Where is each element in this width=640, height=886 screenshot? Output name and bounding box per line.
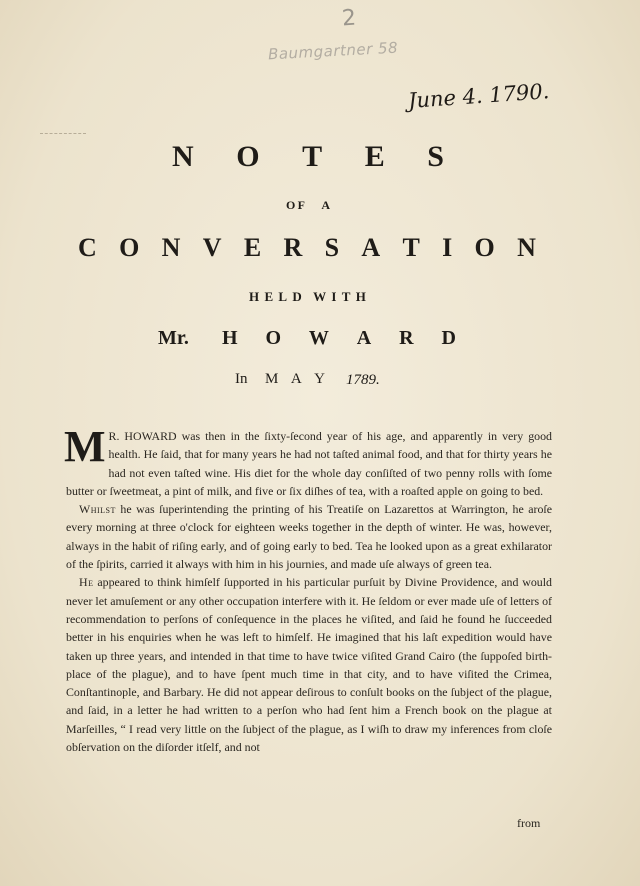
title-conversation: [78, 233, 536, 263]
title-letter: H: [222, 327, 238, 349]
title-letter: A: [356, 327, 372, 349]
title-letter: L: [278, 289, 288, 304]
paragraph-lead: R. HOWARD: [108, 429, 177, 443]
title-letter: F: [297, 198, 305, 212]
title-letter: D: [292, 289, 302, 304]
title-letter: M: [265, 371, 279, 387]
title-letter: I: [442, 233, 453, 262]
title-letter: T: [302, 140, 323, 173]
title-letter: T: [341, 289, 351, 304]
title-letter: O: [265, 327, 282, 349]
paragraph-text: was then in the ſixty-ſecond year of his age, and apparently in very good health. He ſaid, that for many years he had not taſted animal food, and that for thirty years he had not even taſted wine. His diet for the whole day conſiſted of two penny rolls with ſome butter or ſweetmeat, a pint of milk, and five or ſix diſhes of tea, with a roaſted apple on going to bed.: [66, 429, 552, 498]
title-letter: S: [324, 233, 340, 262]
title-of-a: [286, 198, 330, 213]
title-letter: N: [161, 233, 181, 262]
margin-mark: [40, 133, 86, 134]
title-year: 1789.: [346, 372, 380, 388]
pencil-page-number: 2: [341, 5, 357, 32]
title-notes: [172, 140, 444, 174]
title-letter: E: [364, 140, 385, 173]
title-letter: W: [313, 289, 327, 304]
title-mr: Mr.: [158, 327, 189, 349]
title-letter: Y: [314, 371, 325, 387]
title-letter: A: [290, 371, 302, 387]
paragraph-lead: Whilst: [79, 502, 116, 517]
title-letter: H: [249, 289, 260, 304]
paragraph-text: he was ſuperintending the printing of his Treatiſe on Lazarettos at Warrington, he aroſe every morning at three o'clock for eighteen weeks together in the depth of winter. He was, however, always in the habit of riſing early, and of going early to bed. Tea he looked upon as a great exhilarator of the ſpirits, carried it always with him in his journies, and made uſe always of green tea.: [66, 502, 552, 572]
paragraph-text: appeared to think himſelf ſupported in his particular purſuit by Divine Providence, and would never let amuſement or any other occupation interfere with it. He ſeldom or ever made uſe of letters of recommendation to perſons of conſequence in the places he viſited, and ſaid he found he ſucceeded better in his enquiries when he was left to himſelf. He imagined that his laſt expedition would have taken up three years, and intended in that time to have twice viſited Grand Cairo (the ſuppoſed birth-place of the plague), and to have ſpent much time in that city, and to have viſited the Crimea, Conſtantinople, and Barbary. He did not appear deſirous to conſult books on the ſubject of the plague, and ſaid, in a letter he had written to a perſon who had ſent him a French book on the plague at Marſeilles, “ I read very little on the ſubject of the plague, as I wiſh to draw my inferences from cloſe obſervation on the diſorder itſelf, and not: [66, 575, 552, 755]
title-held-with: [249, 289, 366, 305]
title-howard: [222, 327, 456, 350]
title-letter: W: [308, 327, 329, 349]
drop-cap: M: [64, 422, 106, 471]
title-letter: A: [321, 198, 330, 212]
title-letter: H: [355, 289, 366, 304]
title-may: [265, 371, 325, 388]
title-letter: O: [119, 233, 140, 262]
title-letter: S: [427, 140, 444, 173]
title-letter: E: [264, 289, 274, 304]
catchword: from: [517, 816, 541, 830]
handwritten-date: June 4. 1790.: [407, 79, 551, 113]
title-letter: R: [283, 233, 303, 262]
paragraph-lead: He: [79, 575, 94, 590]
title-letter: E: [243, 233, 262, 262]
body-text: [64, 422, 552, 756]
title-letter: N: [172, 140, 194, 173]
title-letter: O: [474, 233, 495, 262]
title-letter: D: [441, 327, 456, 349]
paragraph: [66, 500, 552, 573]
title-letter: C: [78, 233, 97, 262]
title-letter: I: [331, 289, 337, 304]
title-letter: N: [517, 233, 536, 262]
pencil-library-note: Baumgartner 58: [267, 38, 399, 64]
paragraph: [66, 573, 552, 756]
title-letter: V: [202, 233, 222, 262]
title-letter: T: [402, 233, 420, 262]
paragraph: [64, 422, 552, 500]
title-letter: O: [286, 198, 296, 212]
title-in: In: [235, 371, 248, 387]
title-letter: A: [361, 233, 381, 262]
title-letter: O: [236, 140, 260, 173]
title-letter: R: [399, 327, 414, 349]
